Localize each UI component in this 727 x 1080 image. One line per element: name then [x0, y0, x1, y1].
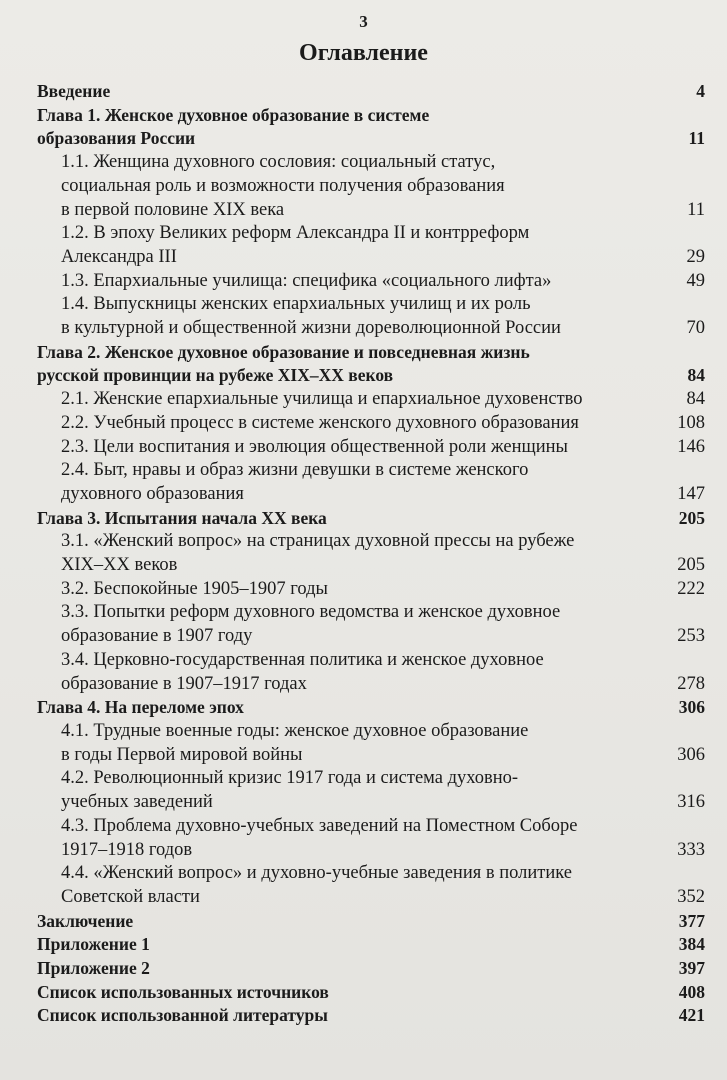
toc-entry-title	[37, 222, 649, 269]
toc-entry-line: 3.4. Церковно-государственная политика и женское духовное	[61, 649, 544, 670]
toc-entry-line: 1917–1918 годов	[61, 839, 193, 860]
toc-page-number: 408	[678, 981, 705, 1002]
toc-section-entry	[37, 459, 705, 506]
toc-chapter-entry	[37, 104, 705, 151]
toc-section-entry	[37, 720, 705, 767]
toc-section-entry	[37, 151, 705, 222]
toc-entry-line: русской провинции на рубеже XIX–XX веков	[37, 365, 394, 386]
toc-entry-line: 2.4. Быт, нравы и образ жизни девушки в системе женского	[61, 460, 529, 481]
toc-chapter-entry	[37, 696, 705, 720]
toc-entry-line: Александра III	[61, 246, 177, 267]
toc-entry-title	[37, 1004, 649, 1028]
toc-section-entry	[37, 222, 705, 269]
toc-entry-title	[37, 293, 649, 340]
toc-entry-line: 4.4. «Женский вопрос» и духовно-учебные заведения в политике	[61, 863, 572, 884]
toc-entry-line: Глава 4. На переломе эпох	[37, 697, 244, 718]
toc-entry-line: Список использованной литературы	[37, 1005, 328, 1026]
toc-entry-line: духовного образования	[61, 483, 244, 504]
toc-entry-title	[37, 981, 649, 1005]
toc-page-number: 29	[686, 246, 705, 267]
toc-entry-line: в годы Первой мировой войны	[61, 744, 303, 765]
toc-entry-title	[37, 957, 649, 981]
toc-page-number: 70	[686, 318, 705, 339]
toc-entry-line: 3.2. Беспокойные 1905–1907 годы	[61, 578, 328, 599]
toc-entry-title	[37, 601, 649, 648]
toc-entry-title	[37, 649, 649, 696]
toc-page-number: 278	[677, 673, 705, 694]
toc-section-entry	[37, 436, 705, 460]
toc-entry-line: Глава 2. Женское духовное образование и повседневная жизнь	[37, 341, 530, 362]
page-number: 3	[359, 12, 368, 31]
toc-entry-title	[37, 270, 649, 294]
toc-chapter-entry	[37, 1004, 705, 1028]
toc-page-number: 11	[688, 128, 705, 149]
toc-entry-line: Глава 1. Женское духовное образование в системе	[37, 104, 430, 125]
toc-entry-line: Заключение	[37, 910, 134, 931]
toc-entry-line: Приложение 2	[37, 958, 150, 979]
toc-page-number: 377	[678, 910, 705, 931]
toc-section-entry	[37, 270, 705, 294]
toc-entry-line: 1.3. Епархиальные училища: специфика «социального лифта»	[61, 270, 552, 291]
toc-page-number: 205	[678, 507, 705, 528]
toc-entry-line: 2.3. Цели воспитания и эволюция общественной роли женщины	[61, 436, 568, 457]
toc-entry-line: XIX–XX веков	[61, 555, 178, 576]
toc-page-number: 421	[678, 1005, 705, 1026]
toc-entry-title	[37, 530, 649, 577]
toc-entry-line: в первой половине XIX века	[61, 199, 285, 220]
toc-page-number: 397	[678, 958, 705, 979]
toc-entry-line: 4.1. Трудные военные годы: женское духовное образование	[61, 720, 529, 741]
toc-page-number: 253	[677, 626, 705, 647]
toc-entry-line: образование в 1907 году	[61, 626, 253, 647]
toc-entry-line: 1.4. Выпускницы женских епархиальных училищ и их роль	[61, 294, 531, 315]
toc-entry-line: образования России	[37, 128, 196, 149]
toc-page-number: 11	[687, 199, 705, 220]
toc-entry-title	[37, 341, 649, 388]
toc-page-number: 84	[686, 389, 705, 410]
toc-chapter-entry	[37, 341, 705, 388]
toc-entry-line: 4.3. Проблема духовно-учебных заведений на Поместном Соборе	[61, 815, 578, 836]
toc-chapter-entry	[37, 80, 705, 104]
toc-section-entry	[37, 388, 705, 412]
toc-entry-line: 1.1. Женщина духовного сословия: социальный статус,	[61, 152, 496, 173]
toc-page-number: 352	[677, 886, 705, 907]
toc-chapter-entry	[37, 957, 705, 981]
toc-entry-title	[37, 862, 649, 909]
toc-entry-line: 4.2. Революционный кризис 1917 года и система духовно-	[61, 768, 519, 789]
toc-entry-title	[37, 767, 649, 814]
toc-entry-title	[37, 720, 649, 767]
toc-page-number: 49	[686, 270, 705, 291]
toc-page-number: 306	[677, 744, 705, 765]
toc-entry-line: социальная роль и возможности получения образования	[61, 175, 505, 196]
toc-page-number: 222	[677, 578, 705, 599]
toc-entry-line: 1.2. В эпоху Великих реформ Александра II и контрреформ	[61, 223, 530, 244]
toc-entry-line: 3.3. Попытки реформ духовного ведомства и женское духовное	[61, 602, 561, 623]
toc-entry-line: 2.2. Учебный процесс в системе женского духовного образования	[61, 412, 579, 433]
toc-page-number: 205	[677, 555, 705, 576]
toc-page-number: 316	[677, 792, 705, 813]
toc-entry-line: 3.1. «Женский вопрос» на страницах духовной прессы на рубеже	[61, 531, 575, 552]
toc-section-entry	[37, 530, 705, 577]
toc-entry-line: 2.1. Женские епархиальные училища и епархиальное духовенство	[61, 389, 583, 410]
toc-entry-line: в культурной и общественной жизни дореволюционной России	[61, 318, 561, 339]
toc-entry-title	[37, 412, 649, 436]
toc-entry-line: образование в 1907–1917 годах	[61, 673, 307, 694]
toc-page-number: 4	[696, 81, 705, 101]
toc-entry-title	[37, 104, 649, 151]
toc-entry-line: Приложение 1	[37, 934, 150, 955]
toc-entry-line: Советской власти	[61, 886, 200, 907]
toc-chapter-entry	[37, 981, 705, 1005]
toc-chapter-entry	[37, 507, 705, 531]
toc-page-number: 147	[677, 483, 705, 504]
toc-page-number: 146	[677, 436, 705, 457]
toc-section-entry	[37, 815, 705, 862]
toc-entry-line: Глава 3. Испытания начала XX века	[37, 507, 327, 528]
toc-page-number: 384	[678, 934, 705, 955]
table-of-contents	[37, 80, 705, 1028]
toc-page-number: 108	[677, 412, 705, 433]
toc-entry-title	[37, 696, 649, 720]
toc-entry-title	[37, 80, 649, 104]
toc-page-number: 84	[687, 365, 705, 386]
toc-title: Оглавление	[299, 40, 428, 66]
toc-entry-line: Список использованных источников	[37, 981, 329, 1002]
toc-entry-title	[37, 910, 649, 934]
toc-chapter-entry	[37, 933, 705, 957]
toc-entry-title	[37, 459, 649, 506]
toc-page-number: 333	[677, 839, 705, 860]
toc-chapter-entry	[37, 910, 705, 934]
toc-page-number: 306	[678, 697, 705, 718]
toc-entry-title	[37, 388, 649, 412]
toc-entry-title	[37, 578, 649, 602]
toc-section-entry	[37, 293, 705, 340]
toc-section-entry	[37, 578, 705, 602]
toc-entry-line: Введение	[37, 81, 111, 101]
toc-entry-title	[37, 507, 649, 531]
toc-entry-title	[37, 436, 649, 460]
toc-entry-line: учебных заведений	[61, 792, 213, 813]
toc-section-entry	[37, 412, 705, 436]
toc-section-entry	[37, 767, 705, 814]
toc-section-entry	[37, 601, 705, 648]
toc-entry-title	[37, 151, 649, 222]
toc-entry-title	[37, 933, 649, 957]
toc-section-entry	[37, 862, 705, 909]
toc-section-entry	[37, 649, 705, 696]
toc-entry-title	[37, 815, 649, 862]
